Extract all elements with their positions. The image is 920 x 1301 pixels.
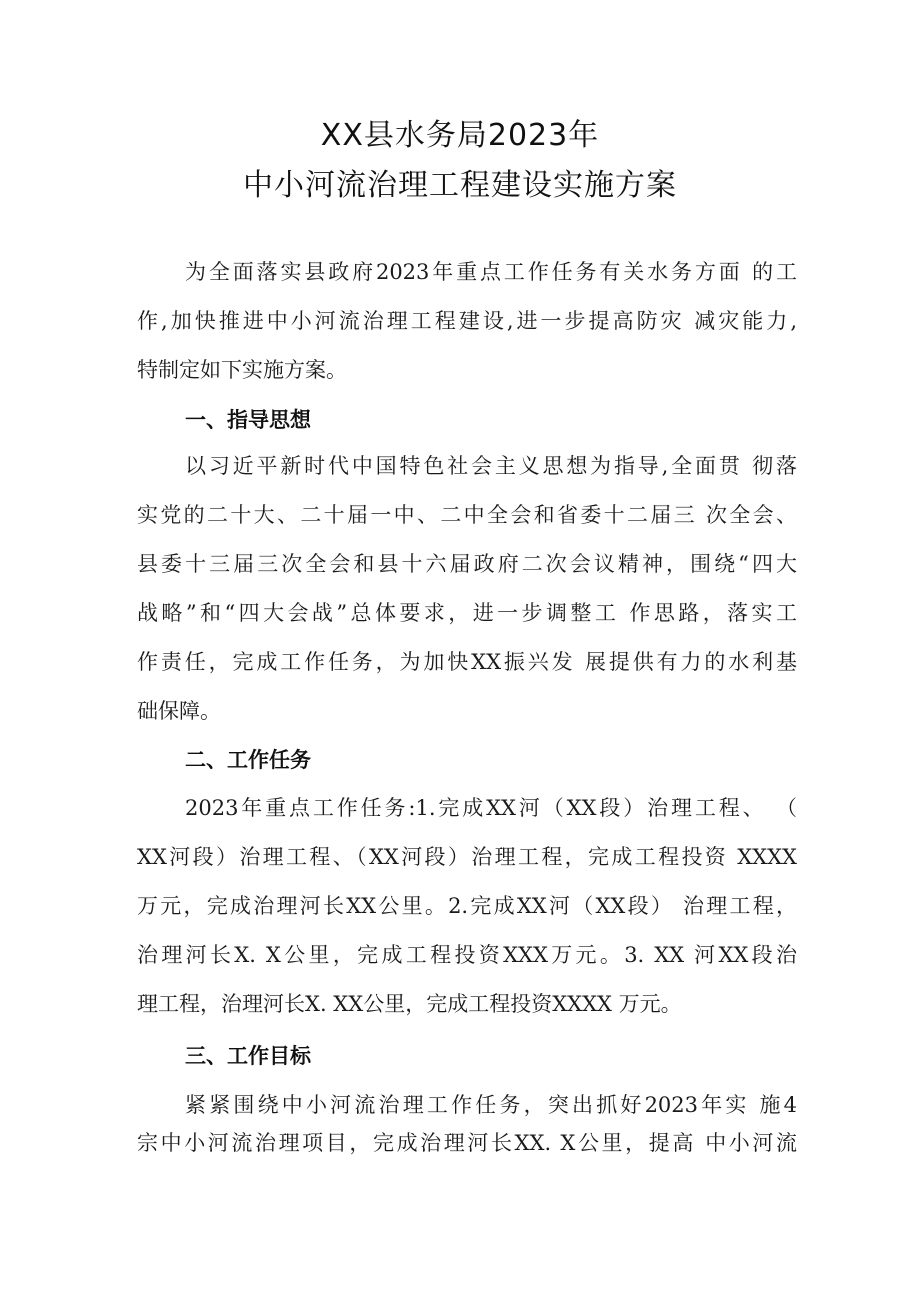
section1-line-5: 作责任，完成工作任务，为加快XX振兴发 展提供有力的水利基 — [137, 650, 797, 674]
section-heading-work-goals: 三、工作目标 — [185, 1044, 311, 1068]
document-title-line1: XX县水务局2023年 — [320, 118, 600, 153]
section1-line-1: 以习近平新时代中国特色社会主义思想为指导,全面贯 彻落 — [185, 454, 797, 478]
intro-line-3: 特制定如下实施方案。 — [137, 358, 347, 382]
section3-line-2: 宗中小河流治理项目，完成治理河长XX. X公里，提高 中小河流 — [137, 1131, 797, 1155]
section3-line-1: 紧紧围绕中小河流治理工作任务，突出抓好2023年实 施4 — [185, 1093, 797, 1117]
document-title-line2: 中小河流治理工程建设实施方案 — [243, 168, 677, 203]
section2-line-5: 理工程，治理河长X. XX公里，完成工程投资XXXX 万元。 — [137, 992, 682, 1016]
section1-line-6: 础保障。 — [137, 699, 221, 723]
section2-line-1: 2023年重点工作任务:1.完成XX河（XX段）治理工程、 （ — [185, 796, 797, 820]
intro-line-1: 为全面落实县政府2023年重点工作任务有关水务方面 的工 — [185, 260, 797, 284]
section-heading-guiding-ideology: 一、指导思想 — [185, 408, 311, 432]
section1-line-2: 实党的二十大、二十届一中、二中全会和省委十二届三 次全会、 — [137, 503, 797, 527]
intro-line-2: 作,加快推进中小河流治理工程建设,进一步提高防灾 减灾能力, — [137, 309, 797, 333]
section2-line-2: XX河段）治理工程、（XX河段）治理工程，完成工程投资 XXXX — [137, 845, 797, 869]
section-heading-work-tasks: 二、工作任务 — [185, 748, 311, 772]
section1-line-3: 县委十三届三次全会和县十六届政府二次会议精神，围绕“四大 — [137, 552, 797, 576]
section2-line-3: 万元，完成治理河长XX公里。2.完成XX河（XX段） 治理工程， — [137, 894, 797, 918]
section2-line-4: 治理河长X. X公里，完成工程投资XXX万元。3. XX 河XX段治 — [137, 943, 797, 967]
section1-line-4: 战略”和“四大会战”总体要求，进一步调整工 作思路，落实工 — [137, 601, 797, 625]
